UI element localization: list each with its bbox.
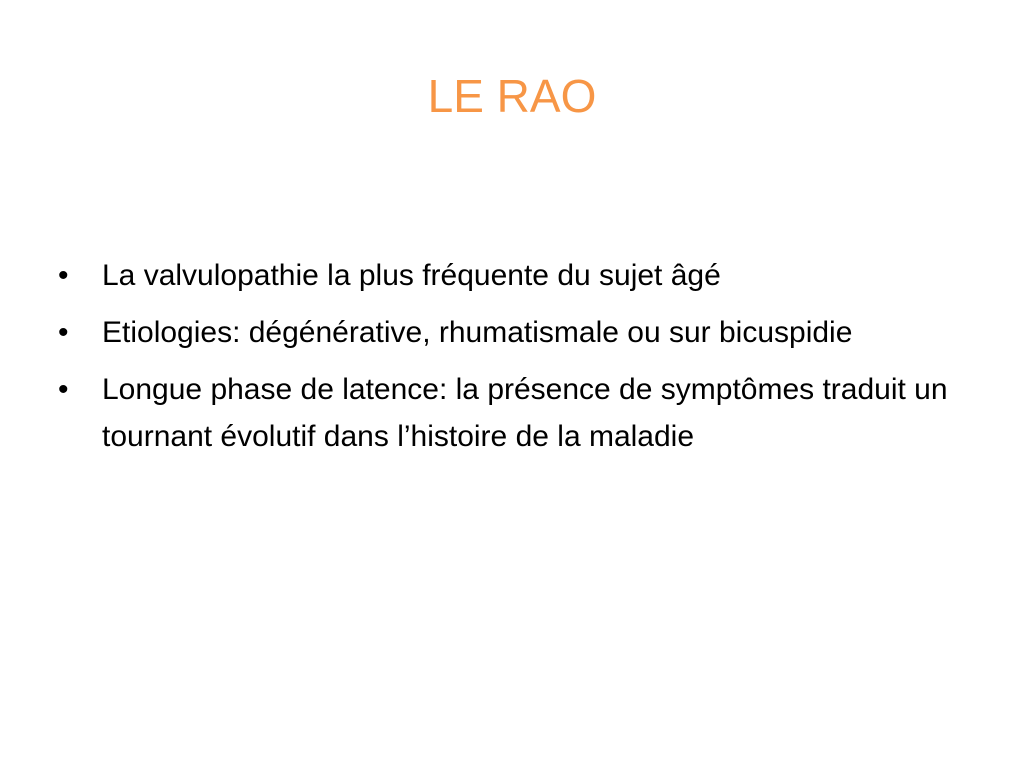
- bullet-text: La valvulopathie la plus fréquente du sujet âgé: [102, 259, 721, 292]
- bullet-text: Etiologies: dégénérative, rhumatismale ou sur bicuspidie: [102, 316, 853, 349]
- bullet-item: [58, 309, 978, 356]
- bullet-item: [58, 252, 978, 299]
- bullet-marker-icon: •: [58, 259, 69, 292]
- bullet-list: [58, 252, 978, 470]
- bullet-item: [58, 366, 978, 460]
- slide-title: LE RAO: [427, 70, 597, 122]
- bullet-marker-icon: •: [58, 316, 69, 349]
- bullet-text: Longue phase de latence: la présence de symptômes traduit un tournant évolutif dans l’histoire de la maladie: [102, 373, 948, 453]
- bullet-marker-icon: •: [58, 373, 69, 406]
